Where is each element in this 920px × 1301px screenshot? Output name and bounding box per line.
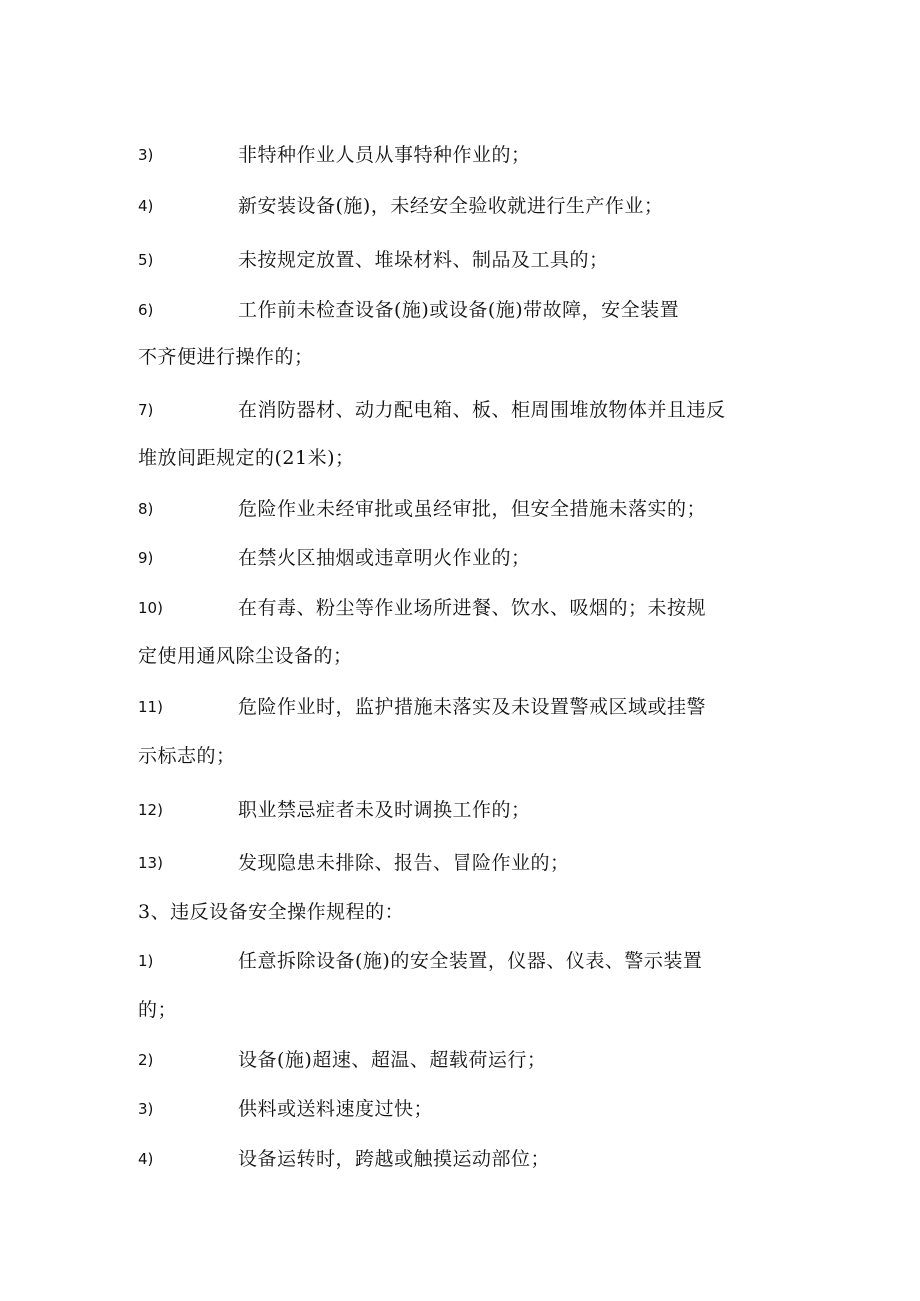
item-text: 非特种作业人员从事特种作业的； xyxy=(238,144,531,166)
item-number: 3) xyxy=(138,1100,154,1118)
item-number: 4) xyxy=(138,197,154,215)
list-item xyxy=(138,543,798,573)
item-text: 设备运转时，跨越或触摸运动部位； xyxy=(238,1148,551,1170)
item-text: 供料或送料速度过快； xyxy=(238,1098,434,1120)
list-item xyxy=(138,593,798,623)
item-number: 1) xyxy=(138,952,154,970)
item-number: 6) xyxy=(138,301,154,319)
section-heading: 3、违反设备安全操作规程的： xyxy=(138,901,405,923)
list-item xyxy=(138,848,798,878)
item-text: 发现隐患未排除、报告、冒险作业的； xyxy=(238,852,570,874)
item-text: 工作前未检查设备(施)或设备(施)带故障，安全装置 xyxy=(238,299,680,321)
item-text: 危险作业未经审批或虽经审批，但安全措施未落实的； xyxy=(238,498,707,520)
item-number: 12) xyxy=(138,801,163,819)
item-continuation: 示标志的； xyxy=(138,745,236,767)
item-number: 10) xyxy=(138,599,163,617)
item-text: 设备(施)超速、超温、超载荷运行； xyxy=(238,1049,547,1071)
list-item xyxy=(138,1045,798,1075)
list-item xyxy=(138,140,798,170)
item-text: 职业禁忌症者未及时调换工作的； xyxy=(238,799,531,821)
item-text: 危险作业时，监护措施未落实及未设置警戒区域或挂警 xyxy=(238,696,707,718)
item-text: 未按规定放置、堆垛材料、制品及工具的； xyxy=(238,249,609,271)
item-number: 4) xyxy=(138,1150,154,1168)
item-number: 9) xyxy=(138,549,154,567)
list-item xyxy=(138,494,798,524)
list-item xyxy=(138,295,798,325)
list-item xyxy=(138,795,798,825)
list-item xyxy=(138,245,798,275)
list-item xyxy=(138,395,798,425)
item-continuation: 定使用通风除尘设备的； xyxy=(138,645,353,667)
list-item xyxy=(138,692,798,722)
item-continuation: 堆放间距规定的(21米)； xyxy=(138,447,355,469)
item-continuation: 不齐便进行操作的； xyxy=(138,346,314,368)
item-text: 任意拆除设备(施)的安全装置，仪器、仪表、警示装置 xyxy=(238,950,703,972)
item-text: 在禁火区抽烟或违章明火作业的； xyxy=(238,547,531,569)
item-number: 5) xyxy=(138,251,154,269)
item-number: 7) xyxy=(138,401,154,419)
item-number: 8) xyxy=(138,500,154,518)
item-text: 在有毒、粉尘等作业场所进餐、饮水、吸烟的；未按规 xyxy=(238,597,707,619)
list-item xyxy=(138,946,798,976)
item-text: 在消防器材、动力配电箱、板、柜周围堆放物体并且违反 xyxy=(238,399,726,421)
list-item xyxy=(138,1144,798,1174)
item-number: 2) xyxy=(138,1051,154,1069)
item-number: 13) xyxy=(138,854,163,872)
item-text: 新安装设备(施)，未经安全验收就进行生产作业； xyxy=(238,195,664,217)
item-number: 3) xyxy=(138,146,154,164)
item-number: 11) xyxy=(138,698,163,716)
list-item xyxy=(138,191,798,221)
item-continuation: 的； xyxy=(138,999,178,1021)
list-item xyxy=(138,1094,798,1124)
